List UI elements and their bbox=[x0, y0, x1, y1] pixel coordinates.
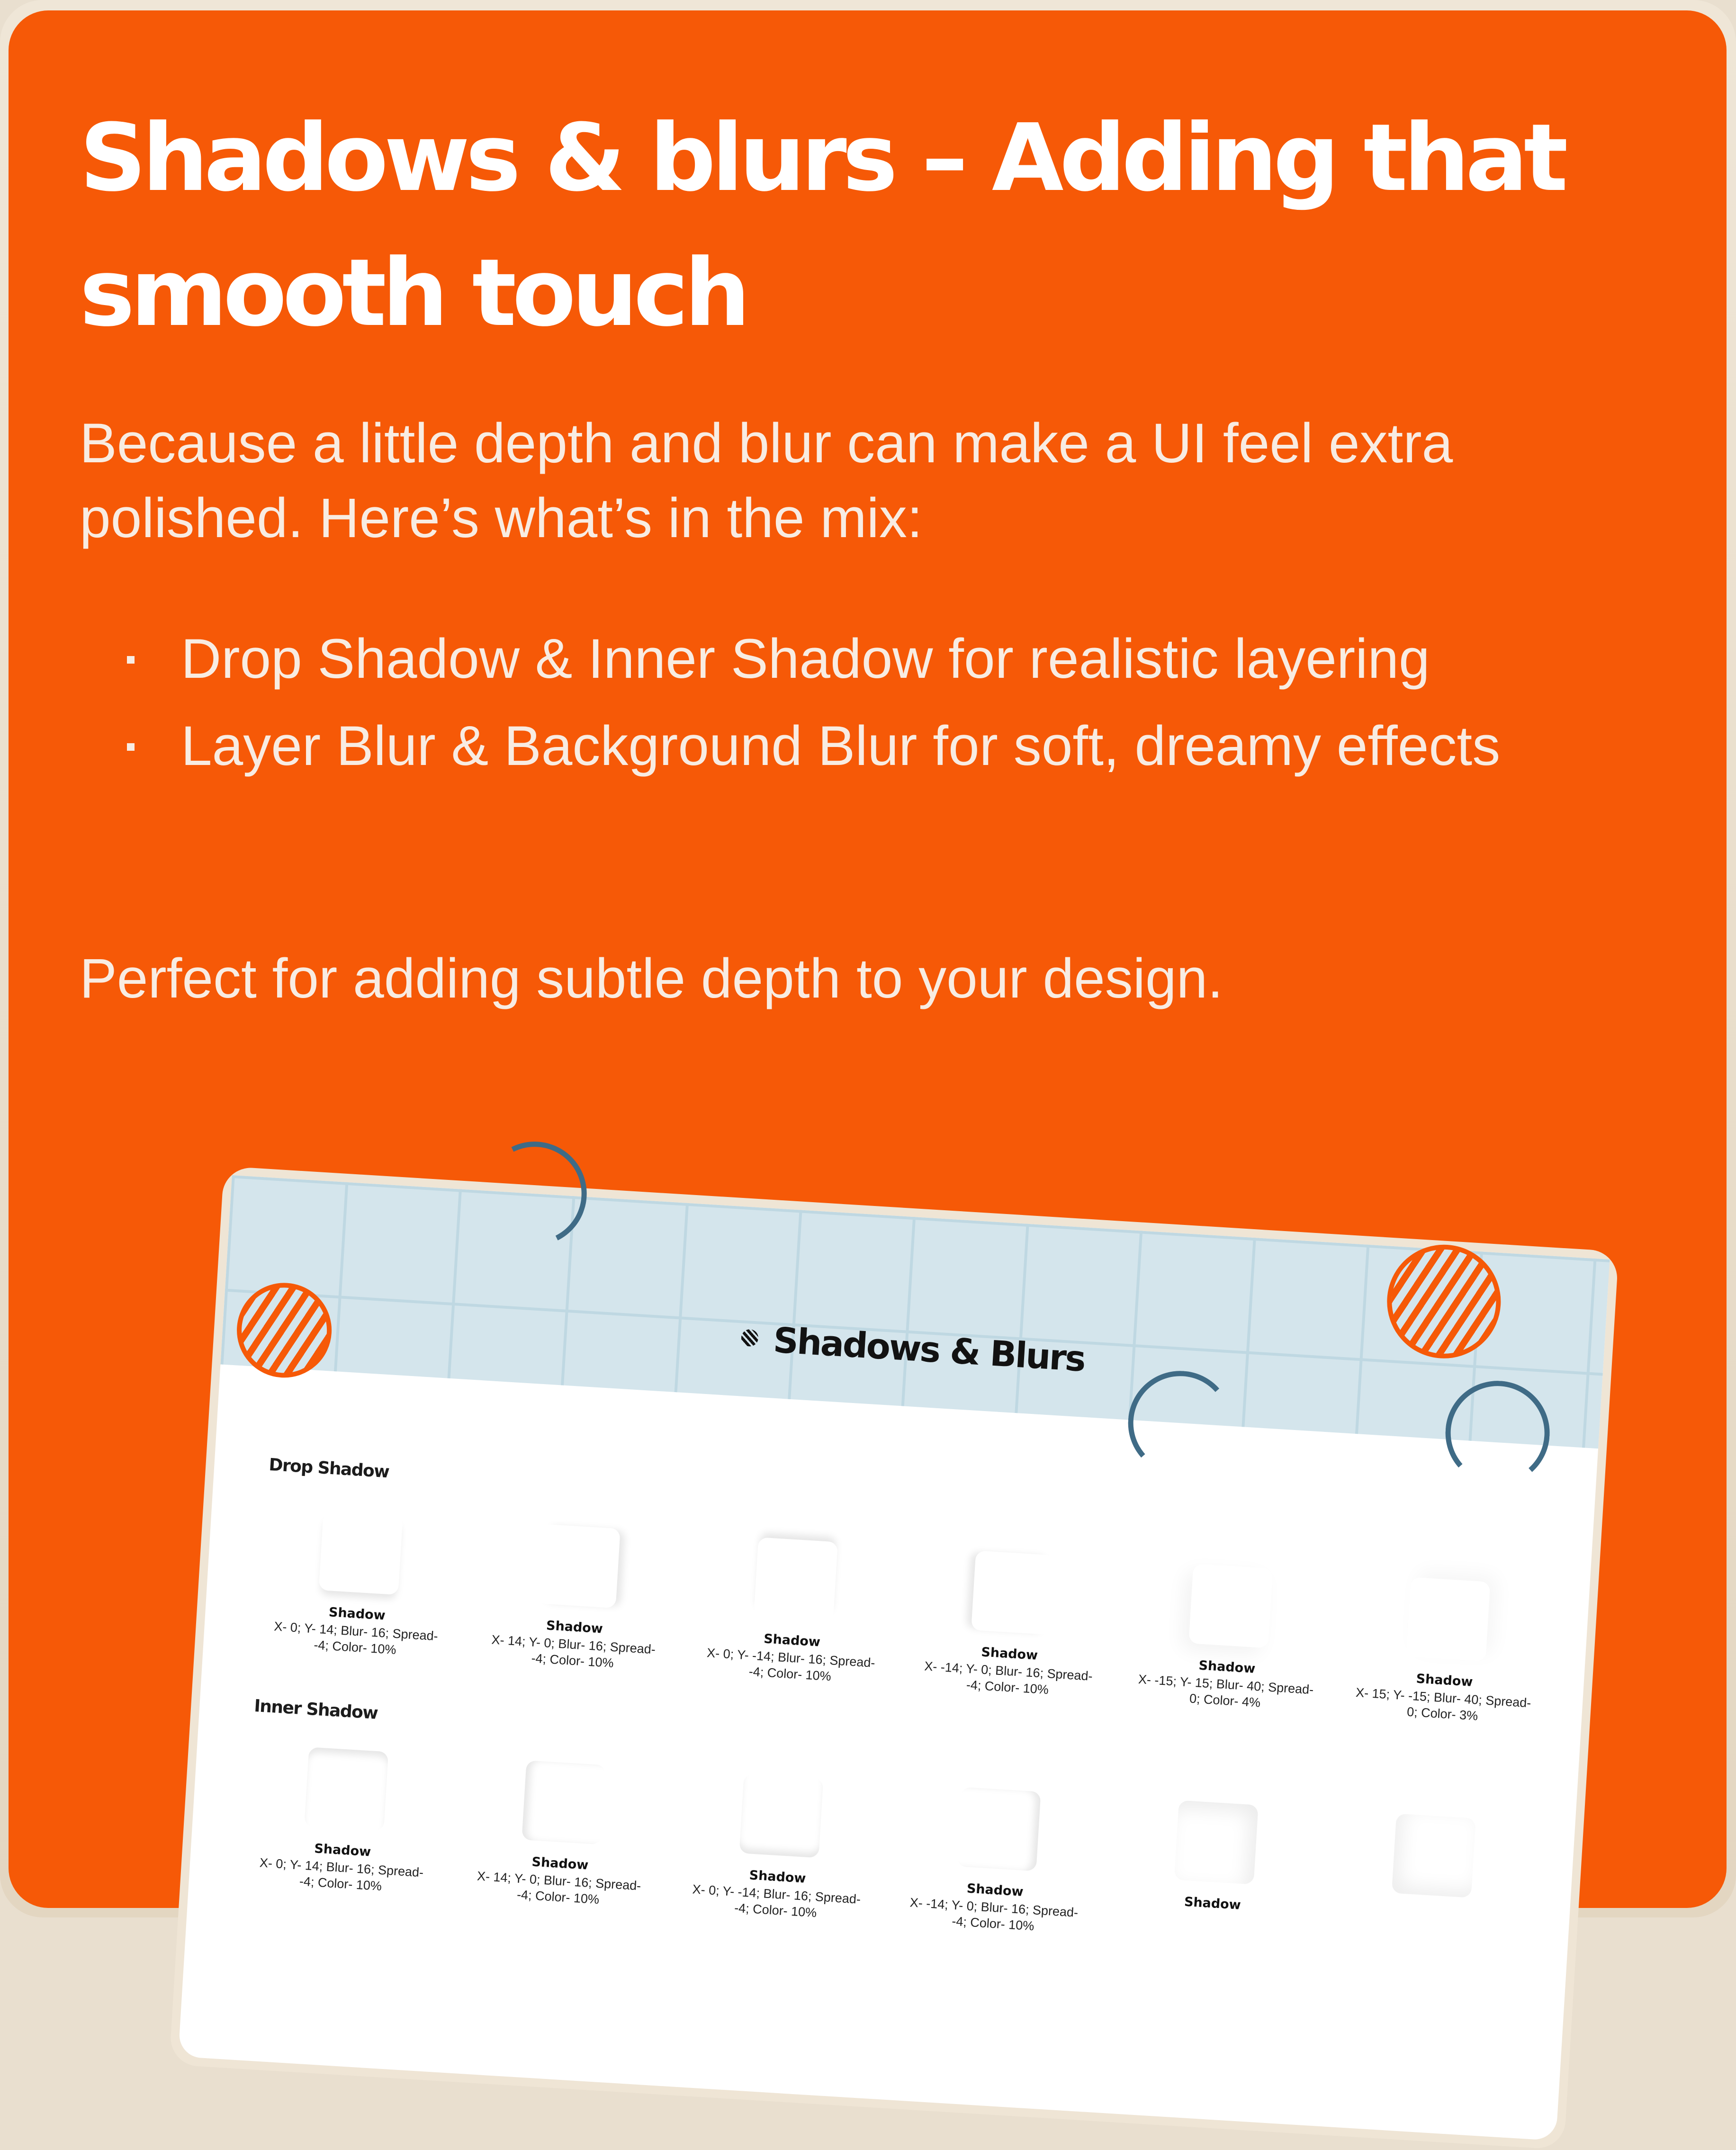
striped-circle-icon bbox=[1384, 1241, 1504, 1362]
swatch-name: Shadow bbox=[980, 1645, 1038, 1663]
shadow-swatch bbox=[898, 1547, 1124, 1702]
swatch-desc: X- 0; Y- -14; Blur- 16; Spread- -4; Color- 10% bbox=[692, 1882, 861, 1920]
swatch-desc: X- -14; Y- 0; Blur- 16; Spread- -4; Color- 10% bbox=[924, 1659, 1093, 1697]
closing-line: Perfect for adding subtle depth to your design. bbox=[80, 947, 1223, 1010]
inner-shadow-tile bbox=[957, 1787, 1041, 1871]
swatch-desc: X- 14; Y- 0; Blur- 16; Spread- -4; Color- 10% bbox=[477, 1869, 642, 1907]
inner-shadow-swatch bbox=[884, 1783, 1110, 1939]
shadow-tile bbox=[971, 1550, 1055, 1635]
shadow-swatch bbox=[1115, 1560, 1342, 1716]
feature-text: Drop Shadow & Inner Shadow for realistic layering bbox=[181, 628, 1430, 690]
swatch-desc: X- 0; Y- 14; Blur- 16; Spread- -4; Color- 10% bbox=[273, 1619, 439, 1657]
feature-item bbox=[80, 621, 1643, 696]
feature-text: Layer Blur & Background Blur for soft, dreamy effects bbox=[181, 715, 1501, 777]
swatch-desc: X- -15; Y- 15; Blur- 40; Spread- 0; Color- 4% bbox=[1138, 1672, 1314, 1710]
swatch-name: Shadow bbox=[314, 1841, 371, 1860]
shadow-tile bbox=[754, 1537, 838, 1621]
preview-device bbox=[169, 1166, 1619, 2150]
swatch-name: Shadow bbox=[1415, 1671, 1474, 1690]
swatch-name: Shadow bbox=[328, 1605, 386, 1623]
swatch-name: Shadow bbox=[531, 1854, 589, 1873]
inner-shadow-tile bbox=[739, 1773, 824, 1858]
inner-shadow-swatch bbox=[666, 1769, 893, 1925]
preview-banner bbox=[220, 1175, 1610, 1448]
headline: Shadows & blurs – Adding that smooth touch bbox=[80, 104, 1564, 347]
preview-screen bbox=[178, 1175, 1610, 2141]
swatch-name: Shadow bbox=[1184, 1894, 1241, 1913]
shadow-swatch bbox=[681, 1533, 907, 1689]
swatch-name: Shadow bbox=[763, 1631, 821, 1650]
swatch-name: Shadow bbox=[1198, 1658, 1256, 1676]
shadow-swatch bbox=[463, 1520, 690, 1675]
inner-shadow-swatch bbox=[1319, 1809, 1545, 1965]
swatch-desc: X- 14; Y- 0; Blur- 16; Spread- -4; Color- 10% bbox=[491, 1632, 656, 1671]
bullet-icon bbox=[127, 656, 135, 664]
drop-shadow-heading: Drop Shadow bbox=[268, 1455, 390, 1482]
shadow-swatch bbox=[246, 1506, 472, 1662]
swatch-desc: X- -14; Y- 0; Blur- 16; Spread- -4; Color- 10% bbox=[909, 1895, 1079, 1934]
swatch-name: Shadow bbox=[748, 1868, 807, 1886]
swatch-name: Shadow bbox=[966, 1881, 1024, 1899]
inner-shadow-grid bbox=[231, 1743, 1545, 1965]
preview-title-text: Shadows & Blurs bbox=[772, 1320, 1086, 1380]
logo-icon bbox=[741, 1329, 759, 1347]
shadow-tile bbox=[1406, 1577, 1490, 1662]
inner-shadow-tile bbox=[1174, 1800, 1259, 1885]
inner-shadow-tile bbox=[522, 1760, 606, 1844]
swatch-desc bbox=[1340, 1906, 1520, 1917]
swatch-name: Shadow bbox=[546, 1618, 603, 1637]
shadow-swatch bbox=[1333, 1573, 1560, 1729]
swatch-desc: X- 0; Y- 14; Blur- 16; Spread- -4; Color- 10% bbox=[259, 1855, 424, 1894]
ring-decoration-icon bbox=[468, 1128, 600, 1259]
feature-list bbox=[80, 621, 1643, 796]
inner-shadow-heading: Inner Shadow bbox=[253, 1696, 378, 1723]
feature-item bbox=[80, 709, 1643, 783]
shadow-tile bbox=[1188, 1564, 1273, 1648]
inner-shadow-tile bbox=[1392, 1814, 1476, 1898]
inner-shadow-tile bbox=[304, 1747, 388, 1831]
inner-shadow-swatch bbox=[231, 1743, 458, 1898]
shadow-tile bbox=[319, 1511, 403, 1595]
promo-card bbox=[9, 10, 1727, 1934]
inner-shadow-swatch bbox=[1101, 1796, 1328, 1952]
swatch-desc: X- 0; Y- -14; Blur- 16; Spread- -4; Color- 10% bbox=[706, 1646, 876, 1684]
bullet-icon bbox=[127, 743, 135, 751]
swatch-desc: X- 15; Y- -15; Blur- 40; Spread- 0; Color- 3% bbox=[1355, 1685, 1532, 1723]
shadow-tile bbox=[536, 1524, 621, 1608]
drop-shadow-grid bbox=[246, 1506, 1559, 1728]
inner-shadow-swatch bbox=[449, 1756, 675, 1912]
intro-paragraph: Because a little depth and blur can make a UI feel extra polished. Here’s what’s in the mix: bbox=[80, 412, 1453, 549]
